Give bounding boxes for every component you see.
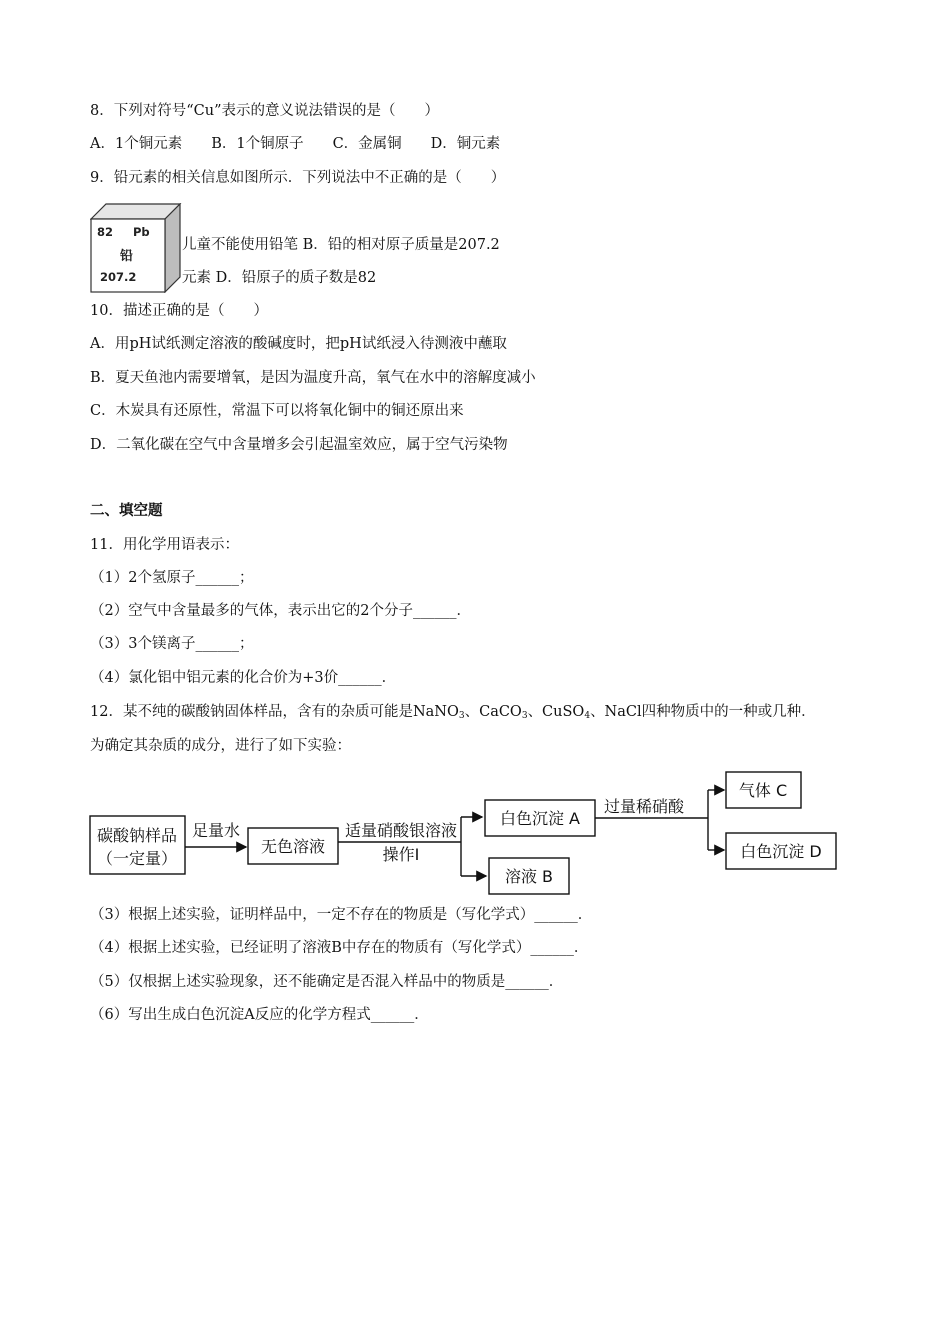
q10-option-c: C．木炭具有还原性，常温下可以将氧化铜中的铜还原出来 [90,403,464,419]
q12-part5: （5）仅根据上述实验现象，还不能确定是否混入样品中的物质是______． [90,974,564,990]
element-symbol: Pb [133,225,150,239]
q11-stem: 11．用化学用语表示： [90,537,239,553]
q10-option-b: B．夏天鱼池内需要增氧，是因为温度升高，氧气在水中的溶解度减小 [90,370,536,386]
box-sample-label2: （一定量） [96,849,178,868]
q10-stem: 10．描述正确的是（ ） [90,303,268,319]
section-title: 二、填空题 [90,503,163,519]
experiment-flowchart [88,770,848,896]
element-name: 铅 [120,249,134,264]
q9-stem: 9．铅元素的相关信息如图所示．下列说法中不正确的是（ ） [90,170,506,186]
q8-stem: 8．下列对符号“Cu”表示的意义说法错误的是（ ） [90,103,439,119]
box-sample-label1: 碳酸钠样品 [96,826,178,845]
box-gas-c-label: 气体 C [738,781,788,800]
q10-option-d: D．二氧化碳在空气中含量增多会引起温室效应，属于空气污染物 [90,437,508,453]
box-precip-a-label: 白色沉淀 A [499,809,581,828]
box-precip-d-label: 白色沉淀 D [740,842,822,861]
label-operation: 操作I [382,845,420,864]
q12-part4: （4）根据上述实验，已经证明了溶液B中存在的物质有（写化学式）______． [90,940,589,956]
element-atomic-number: 82 [97,225,114,239]
q10-option-a: A．用pH试纸测定溶液的酸碱度时，把pH试纸浸入待测液中蘸取 [90,336,507,352]
box-solution-b-label: 溶液 B [504,867,554,886]
label-water: 足量水 [191,821,241,840]
q12-stem: 12．某不纯的碳酸钠固体样品，含有的杂质可能是NaNO$_3$、CaCO$_3$、CuSO$_4$、NaCl四种物质中的一种或几种． [90,704,816,721]
q12-stem-line2: 为确定其杂质的成分，进行了如下实验： [90,738,351,754]
q12-part6: （6）写出生成白色沉淀A反应的化学方程式______． [90,1007,429,1023]
lead-element-card [90,203,182,293]
q11-part2: （2）空气中含量最多的气体，表示出它的2个分子______． [90,603,471,619]
q9-options-line2: 元素 D．铅原子的质子数是82 [182,270,377,286]
label-reagent: 适量硝酸银溶液 [344,821,458,840]
q9-options-line1: 儿童不能使用铅笔 B．铅的相对原子质量是207.2 [182,237,500,253]
box-solution-label: 无色溶液 [260,837,326,856]
q11-part1: （1）2个氢原子______； [90,570,254,586]
q12-part3: （3）根据上述实验，证明样品中，一定不存在的物质是（写化学式）______． [90,907,593,923]
element-atomic-mass: 207.2 [100,270,137,284]
label-acid: 过量稀硝酸 [603,797,685,816]
q8-options: A．1个铜元素 B．1个铜原子 C．金属铜 D．铜元素 [90,136,501,152]
q11-part3: （3）3个镁离子______； [90,636,254,652]
q11-part4: （4）氯化铝中铝元素的化合价为+3价______． [90,670,397,686]
